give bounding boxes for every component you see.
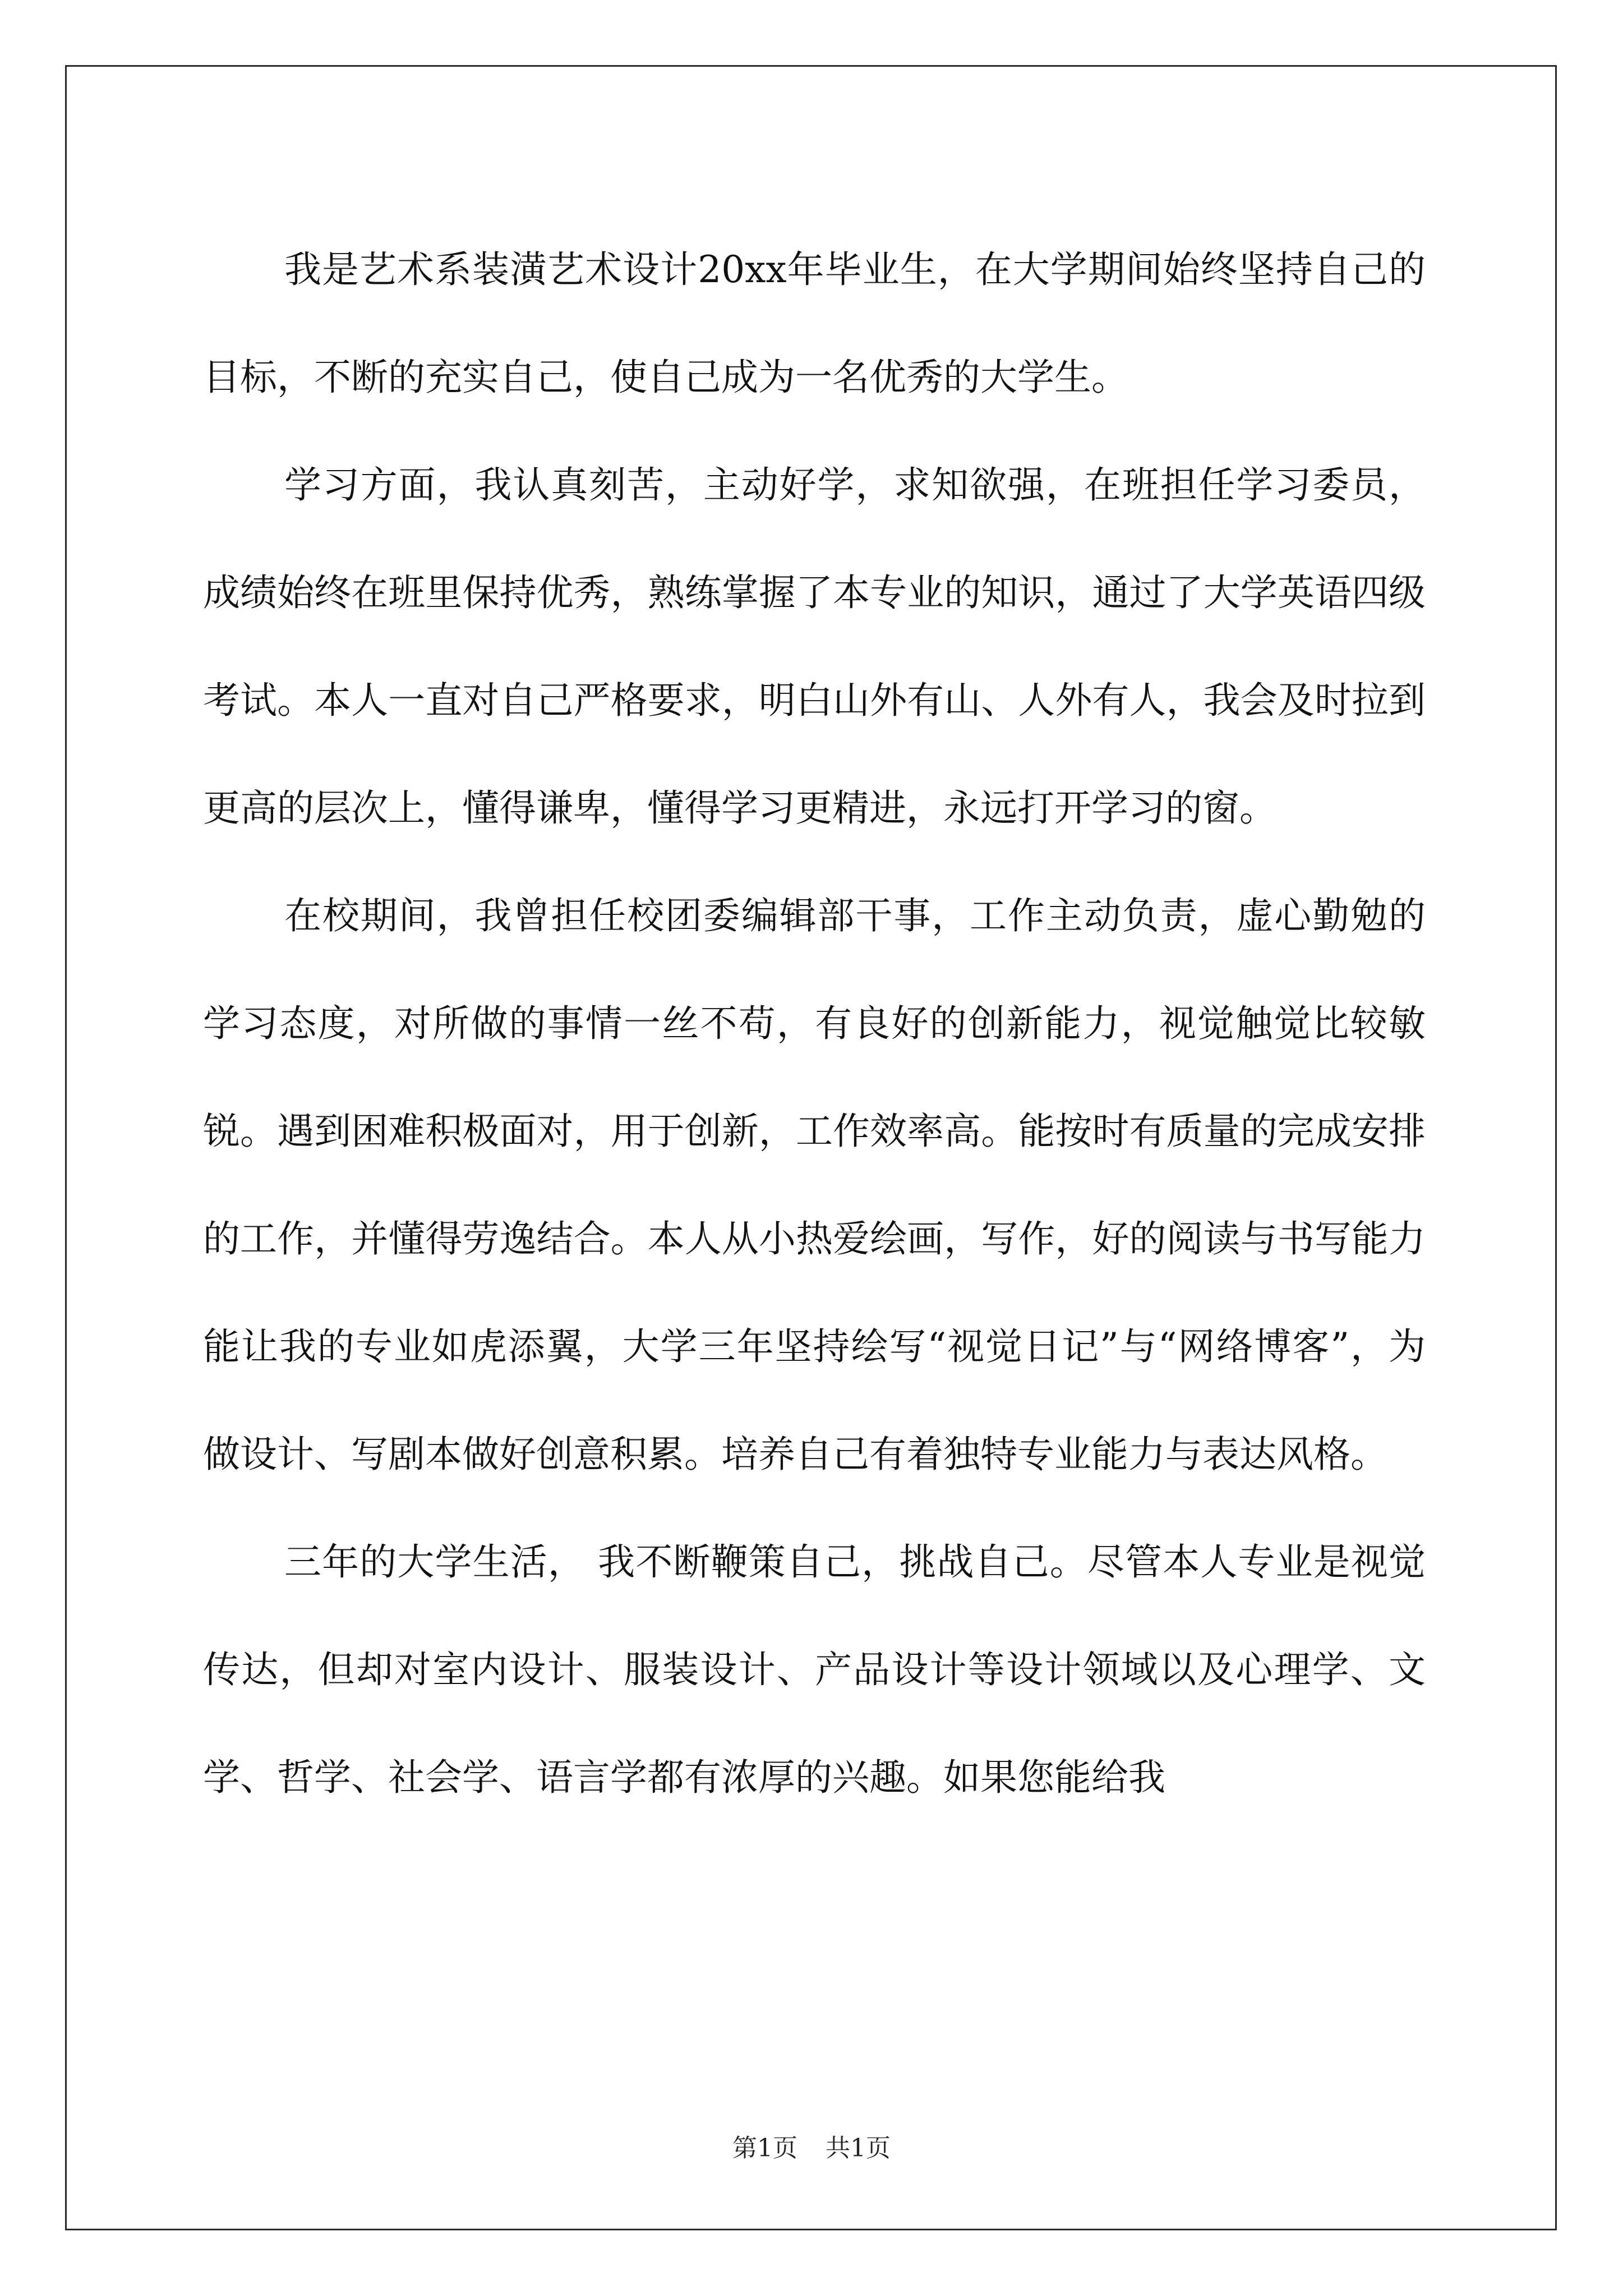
- paragraph-2: 学习方面，我认真刻苦，主动好学，求知欲强，在班担任学习委员，成绩始终在班里保持优秀，熟练掌握了本专业的知识，通过了大学英语四级考试。本人一直对自己严格要求，明白山外有山、人外有人，我会及时拉到更高的层次上，懂得谦卑，懂得学习更精进，永远打开学习的窗。: [203, 463, 1426, 830]
- page-footer: [0, 2128, 1623, 2164]
- page-number: 第1页: [732, 2134, 797, 2162]
- paragraph-4: 三年的大学生活， 我不断鞭策自己，挑战自己。尽管本人专业是视觉传达，但却对室内设计、服装设计、产品设计等设计领域以及心理学、文学、哲学、社会学、语言学都有浓厚的兴趣。如果您能给我: [203, 1540, 1426, 1799]
- paragraph-3: 在校期间，我曾担任校团委编辑部干事，工作主动负责，虚心勤勉的学习态度，对所做的事情一丝不苟，有良好的创新能力，视觉触觉比较敏锐。遇到困难积极面对，用于创新，工作效率高。能按时有质量的完成安排的工作，并懂得劳逸结合。本人从小热爱绘画，写作，好的阅读与书写能力能让我的专业如虎添翼，大学三年坚持绘写“视觉日记”与“网络博客”，为做设计、写剧本做好创意积累。培养自己有着独特专业能力与表达风格。: [203, 894, 1426, 1476]
- document-body: [203, 216, 1426, 1832]
- page-total: 共1页: [826, 2134, 891, 2162]
- paragraph-1: 我是艺术系装潢艺术设计20xx年毕业生，在大学期间始终坚持自己的目标，不断的充实自己，使自己成为一名优秀的大学生。: [203, 248, 1426, 399]
